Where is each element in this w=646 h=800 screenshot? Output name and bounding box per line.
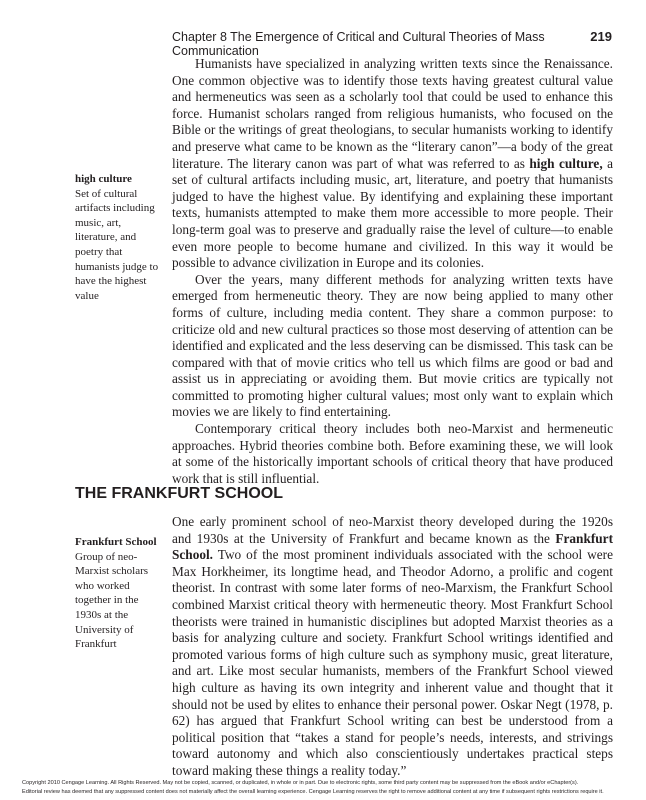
frankfurt-section-body [172, 514, 613, 780]
margin-gloss-high-culture [75, 172, 163, 303]
term-high-culture: high culture, [529, 155, 603, 171]
paragraph-methods: Over the years, many different methods for analyzing written texts have emerged from hermeneutic theory. They are now being applied to many other forms of culture, including media content. They share a common purpose: to criticize old and new cultural practices so those most deserving of attention can be identified and explicated and the less deserving can be dismissed. This task can be compared with that of movie critics who tell us which films are good or bad and assist us in appreciating or avoiding them. But movie critics are typically not committed to promoting higher cultural values; most only want to explain which movies we are likely to find entertaining. [172, 271, 613, 420]
editorial-line: Editorial review has deemed that any suppressed content does not materially affect the overall learning experience. Cengage Learning reserves the right to remove additional content at any time if subsequent rights restrictions require it. [22, 789, 604, 795]
chapter-title: Chapter 8 The Emergence of Critical and Cultural Theories of Mass Communication [172, 30, 545, 58]
margin-gloss-frankfurt [75, 535, 163, 652]
section-heading: THE FRANKFURT SCHOOL [75, 485, 283, 502]
paragraph-contemporary: Contemporary critical theory includes both neo-Marxist and hermeneutic approaches. Hybrid theories combine both. Before examining these, we will look at some of the historically important schools of critical theory that have produced work that is still influential. [172, 421, 613, 486]
gloss-definition: Group of neo-Marxist scholars who worked together in the 1930s at the University of Frankfurt [75, 550, 149, 651]
paragraph-frankfurt: One early prominent school of neo-Marxist theory developed during the 1920s and 1930s at the University of Frankfurt and became known as the Frankfurt School. Two of the most prominent individuals associated with the school were Max Horkheimer, its longtime head, and Theodor Adorno, a prolific and cogent theorist. In contrast with some later forms of neo-Marxism, the Frankfurt School combined Marxist critical theory with hermeneutic theory. Most Frankfurt School theorists were trained in humanistic disciplines but adopted Marxist theories as a basis for analyzing culture and society. Frankfurt School writings identified and promoted various forms of high culture such as symphony music, great literature, and art. Like most secular humanists, members of the Frankfurt School viewed high culture as having its own integrity and inherent value and thought that it should not be used by elites to enhance their personal power. Oskar Negt (1978, p. 62) has argued that Frankfurt School writing can best be understood from a political position that “takes a stand for people’s needs, interests, and strivings toward autonomy and which also conscientiously undertakes practical steps toward making these things a reality today.” [172, 514, 613, 778]
top-section-body [172, 56, 613, 487]
page-number: 219 [590, 29, 612, 44]
gloss-term: high culture [75, 173, 132, 185]
copyright-footer [22, 779, 622, 797]
copyright-line: Copyright 2010 Cengage Learning. All Rights Reserved. May not be copied, scanned, or duplicated, in whole or in part. Due to electronic rights, some third party content may be suppressed from the eBook and/or eChapter(s). [22, 780, 579, 786]
gloss-term: Frankfurt School [75, 536, 157, 548]
term-frankfurt-school: Frankfurt School. [172, 530, 613, 563]
paragraph-humanists: Humanists have specialized in analyzing written texts since the Renaissance. One common objective was to identify those texts having greatest cultural value and hermeneutics was seen as a scholarly tool that could be used to enhance this force. Humanist scholars ranged from religious humanists, who focused on the Bible or the writings of great theologians, to secular humanists working to identify and preserve what came to be known as the “literary canon”—a body of the great literature. The literary canon was part of what was referred to as high culture, a set of cultural artifacts including music, art, literature, and poetry that humanists judged to have the highest value. By identifying and explaining these important texts, humanists attempted to make them more accessible to more people. Their long-term goal was to preserve and gradually raise the level of culture—to enable even more people to become humane and civilized. In this way it would be possible to advance civilization in Europe and its colonies. [172, 56, 613, 271]
running-head [172, 29, 612, 58]
gloss-definition: Set of cultural artifacts including music, art, literature, and poetry that humanists judge to have the highest value [75, 187, 159, 302]
